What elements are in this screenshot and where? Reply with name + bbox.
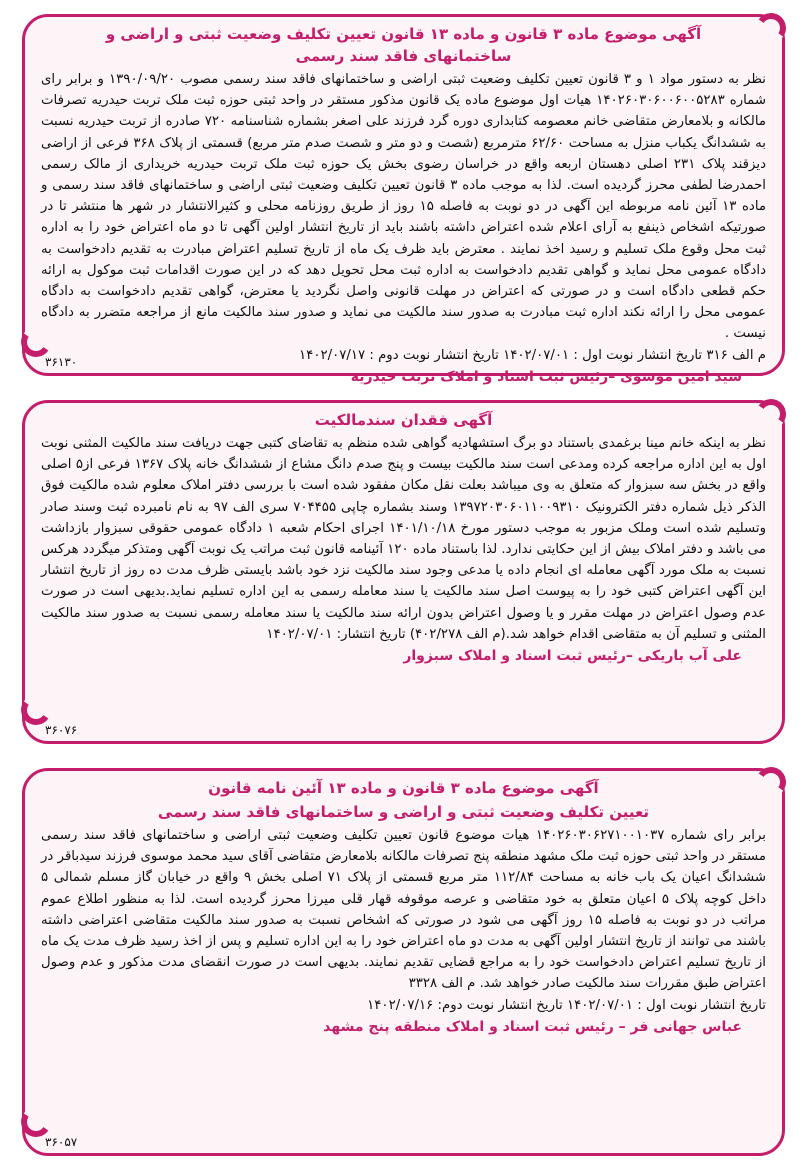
signatory: سید امین موسوی –رئیس ثبت اسناد و املاک تربت حیدریه xyxy=(350,368,742,385)
signatory: علی آب باریکی –رئیس ثبت اسناد و املاک سبزوار xyxy=(403,648,742,665)
notice-title: آگهی موضوع ماده ۳ قانون و ماده ۱۳ قانون تعیین تکلیف وضعیت ثبتی و اراضی و ساختمانهای فاقد سند رسمی xyxy=(105,25,702,65)
notice-body: نظر به اینکه خانم مینا برغمدی باستناد دو برگ استشهادیه گواهی شده منظم به تقاضای کتبی جهت دریافت سند مالکیت المثنی نوبت اول به این اداره مراجعه کرده ومدعی است سند مالکیت بیست و پنج صدم دانگ مشاع از ششدانگ خانه پلاک ۱۳۶۷ فرعی از۵ اصلی واقع در بخش سه سبزوار که متعلق به وی میباشد بعلت نقل مکان مفقود شده است با بررسی دفتر املاک معلوم شده مالکیت فوق الذکر ذیل شماره دفتر الکترونیک ۱۳۹۷۲۰۳۰۶۰۱۱۰۰۹۳۱۰ وسند بشماره چاپی ۷۰۴۴۵۵ سری الف ۹۷ به نام نامبرده ثبت وسند صادر وتسلیم شده است وملک مزبور به موجب دستور مورخ ۱۴۰۱/۱۰/۱۸ اجرای احکام شعبه ۱ دادگاه عمومی حقوقی سبزوار بازداشت می باشد و دفتر املاک بیش از این حکایتی ندارد. لذا باستناد ماده ۱۲۰ آئینامه قانون ثبت مراتب یک نوبت آگهی ومتذکر میگردد هرکس نسبت به ملک مورد آگهی معامله ای انجام داده یا مدعی وجود سند مالکیت نزد خود باشد بایستی ظرف مدت ده روز از تاریخ انتشار این آگهی اعتراض کتبی خود را به پیوست اصل سند مالکیت یا سند معامله رسمی به این اداره تسلیم نماید.بدیهی است در صورت عدم وصول اعتراض در مهلت مقرر و یا وصول اعتراض بدون ارائه سند مالکیت یا سند معامله رسمی نسبت به صدور سند مالکیت المثنی و تسلیم آن به متقاضی اقدام خواهد شد.(م الف ۴۰۲/۲۷۸) تاریخ انتشار: ۱۴۰۲/۰۷/۰۱ xyxy=(41,436,767,642)
notice-title: آگهی فقدان سندمالکیت xyxy=(314,411,493,429)
notice-subtitle: تعیین تکلیف وضعیت ثبتی و اراضی و ساختمانهای فاقد سند رسمی xyxy=(157,803,650,821)
notice-title: آگهی موضوع ماده ۳ قانون و ماده ۱۳ آئین نامه قانون xyxy=(208,779,599,797)
notice-box-land-registration-torbat xyxy=(22,14,785,385)
ad-code: ۳۶۰۷۶ xyxy=(45,723,78,737)
curl-ornament-icon xyxy=(754,765,789,800)
curl-ornament-icon xyxy=(754,397,789,432)
signatory: عباس جهانی فر – رئیس ثبت اسناد و املاک منطقه پنج مشهد xyxy=(323,1018,742,1035)
notice-box-land-registration-mashhad xyxy=(22,768,785,1156)
curl-ornament-icon xyxy=(754,11,789,46)
notice-body: نظر به دستور مواد ۱ و ۳ قانون تعیین تکلیف وضعیت ثبتی اراضی و ساختمانهای فاقد سند رسمی مصوب ۱۳۹۰/۰۹/۲۰ و برابر رای شماره ۱۴۰۲۶۰۳۰۶۰۰۶۰۰۵۲۸۳ هیات اول موضوع ماده یک قانون مذکور مستقر در واحد ثبتی حوزه ثبت ملک تربت حیدریه تصرفات مالکانه و بلامعارض متقاضی خانم معصومه کتابداری دوره گرد فرزند علی اصغر بشماره شناسنامه ۷۲۰ صادره از تربت حیدریه نسبت به ششدانگ یکباب منزل به مساحت ۶۲/۶۰ مترمربع (شصت و دو متر و شصت صدم متر مربع) قسمتی از پلاک ۳۶۸ فرعی از اراضی دیزقند پلاک ۲۳۱ اصلی دهستان اربعه واقع در خراسان رضوی بخش یک حوزه ثبت ملک تربت حیدریه خریداری از مالک رسمی احمدرضا لطفی محرز گردیده است. لذا به موجب ماده ۳ قانون تعیین تکلیف وضعیت ثبتی اراضی و ساختمانهای فاقد سند رسمی و ماده ۱۳ آئین نامه مربوطه این آگهی در دو نوبت به فاصله ۱۵ روز از طریق روزنامه محلی و کثیرالانتشار در شهر ها منتشر تا در صورتیکه اشخاص ذینفع به آرای اعلام شده اعتراض داشته باشند باید از تاریخ انتشار اولین آگهی تا دو ماه اعتراض خود را به اداره ثبت محل وقوع ملک تسلیم و رسید اخذ نمایند . معترض باید ظرف یک ماه از تاریخ تسلیم اعتراض مبادرت به تقدیم دادخواست به دادگاه عمومی محل نماید و گواهی تقدیم دادخواست به اداره ثبت محل تحویل دهد که در این صورت اقدامات ثبت موکول به ارائه حکم قطعی دادگاه است و در صورتی که اعتراض در مهلت قانونی واصل نگردید یا معترض، گواهی تقدیم دادخواست به دادگاه عمومی محل را ارائه نکند اداره ثبت مبادرت به صدور سند مالکیت می نماید و صدور سند مالکیت مانع از مراجعه متضرر به دادگاه نیست . xyxy=(41,72,767,342)
notice-box-lost-deed-sabzevar xyxy=(22,400,785,744)
ad-code: ۳۶۰۵۷ xyxy=(45,1135,78,1149)
notice-body: برابر رای شماره ۱۴۰۲۶۰۳۰۶۲۷۱۰۰۱۰۳۷ هیات موضوع قانون تعیین تکلیف وضعیت ثبتی اراضی و ساختمانهای فاقد سند رسمی مستقر در واحد ثبتی حوزه ثبت ملک مشهد منطقه پنج تصرفات مالکانه بلامعارض متقاضی آقای سید محمد موسوی فرزند سیدباقر در ششدانگ اعیان یک باب خانه به مساحت ۱۱۲/۸۴ متر مربع قسمتی از پلاک ۷۱ اصلی بخش ۹ واقع در خیابان گاز مسلم شمالی ۵ داخل کوچه پلاک ۵ اعیان متعلق به خود متقاضی و عرصه موقوفه قهار قلی میرزا محرز گردیده است. لذا به منظور اطلاع عموم مراتب در دو نوبت به فاصله ۱۵ روز آگهی می شود در صورتی که اشخاص نسبت به صدور سند مالکیت متقاضی اعتراضی داشته باشند می توانند از تاریخ انتشار اولین آگهی به مدت دو ماه اعتراض خود را به این اداره تسلیم و پس از اخذ رسید ظرف مدت یک ماه از تاریخ تسلیم اعتراض دادخواست خود را به مراجع قضایی تقدیم نمایند. بدیهی است در صورت انقضای مدت مذکور و عدم وصول اعتراض طبق مقررات سند مالکیت صادر خواهد شد. م الف ۳۳۲۸ xyxy=(41,828,767,992)
ad-code: ۳۶۱۳۰ xyxy=(45,355,78,369)
publication-dates: م الف ۳۱۶ تاریخ انتشار نوبت اول : ۱۴۰۲/۰۷/۰۱ تاریخ انتشار نوبت دوم : ۱۴۰۲/۰۷/۱۷ xyxy=(299,347,766,363)
publication-dates: تاریخ انتشار نوبت اول : ۱۴۰۲/۰۷/۰۱ تاریخ انتشار نوبت دوم: ۱۴۰۲/۰۷/۱۶ xyxy=(367,997,766,1013)
